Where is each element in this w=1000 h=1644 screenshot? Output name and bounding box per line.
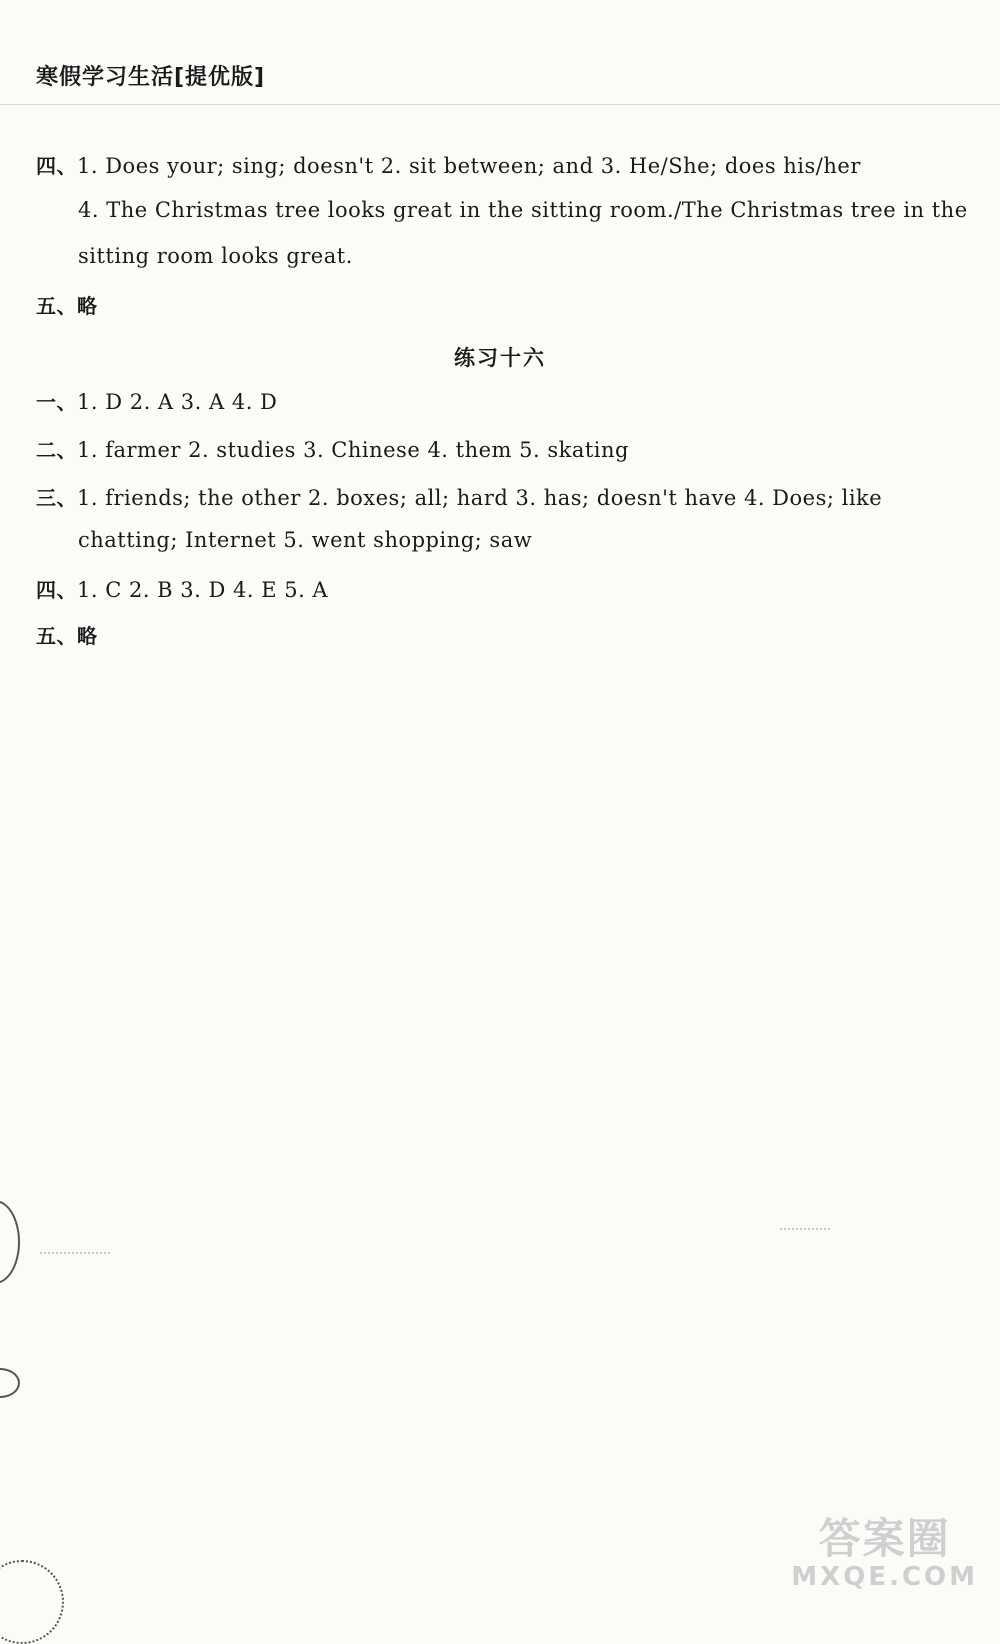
answer-line-4-cont: 4. The Christmas tree looks great in the sitting room./The Christmas tree in the xyxy=(78,198,968,222)
header-divider xyxy=(0,104,1000,105)
question-marker: 二、 xyxy=(36,438,77,462)
edge-doodle xyxy=(0,1560,64,1644)
answer-text: 1. D 2. A 3. A 4. D xyxy=(77,390,278,414)
page-header-title: 寒假学习生活[提优版] xyxy=(36,65,266,90)
question-marker: 三、 xyxy=(36,486,77,510)
answer-line-5b xyxy=(36,620,98,649)
answer-line-3-cont: chatting; Internet 5. went shopping; saw xyxy=(78,528,533,552)
watermark-top: 答案圈 xyxy=(818,1514,951,1563)
answer-text: 略 xyxy=(77,624,98,648)
answer-text: 1. Does your; sing; doesn't 2. sit between; and 3. He/She; does his/her xyxy=(77,154,861,178)
answer-line-5 xyxy=(36,290,98,319)
section-title: 练习十六 xyxy=(454,346,546,370)
answer-line-4 xyxy=(36,150,861,179)
edge-doodle xyxy=(0,1200,20,1284)
edge-doodle xyxy=(0,1368,20,1398)
answer-text: 1. friends; the other 2. boxes; all; hard 3. has; doesn't have 4. Does; like xyxy=(77,486,883,510)
question-marker: 五、 xyxy=(36,624,77,648)
answer-line-4b xyxy=(36,574,328,603)
dotted-artifact xyxy=(40,1252,110,1254)
answer-text: 1. farmer 2. studies 3. Chinese 4. them 5. skating xyxy=(77,438,629,462)
answer-line-1 xyxy=(36,386,277,415)
answer-line-4-cont2: sitting room looks great. xyxy=(78,244,353,268)
watermark-bottom: MXQE.COM xyxy=(791,1562,978,1592)
dotted-artifact xyxy=(780,1228,830,1230)
question-marker: 五、 xyxy=(36,294,77,318)
question-marker: 四、 xyxy=(36,154,77,178)
watermark-logo xyxy=(791,1516,978,1592)
answer-text: 略 xyxy=(77,294,98,318)
question-marker: 一、 xyxy=(36,390,77,414)
answer-line-2 xyxy=(36,434,629,463)
answer-text: 1. C 2. B 3. D 4. E 5. A xyxy=(77,578,329,602)
answer-line-3 xyxy=(36,482,882,511)
question-marker: 四、 xyxy=(36,578,77,602)
